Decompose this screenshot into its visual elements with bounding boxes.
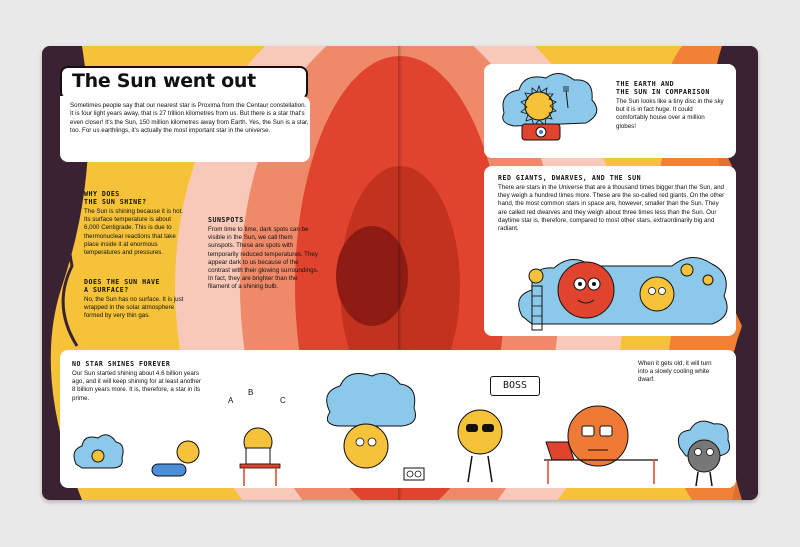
- comparison-heading-line1: THE EARTH AND: [616, 80, 675, 88]
- red-giant-and-dwarves-illustration: [512, 246, 732, 332]
- letter-a: A: [228, 396, 234, 405]
- page-title: The Sun went out: [72, 70, 256, 92]
- why-text: The Sun is shining because it is hot. Its surface temperature is about 6,000 Centigrade. This is due to thermonuclear reactions that take place inside it at enormous temperatures and pressures.: [84, 208, 184, 257]
- letter-b: B: [248, 388, 254, 397]
- comparison-heading-line2: THE SUN IN COMPARISON: [616, 88, 710, 96]
- sunspots-heading: SUNSPOTS: [208, 216, 244, 224]
- surface-heading: [84, 278, 160, 294]
- red-giants-text: There are stars in the Universe that are a thousand times bigger than the Sun, and they weigh a hundred times more. These are the so-called red giants. On the other hand, the most common stars in space are, however, smaller than the Sun. They are called red dwarves and they weigh about three times less than the Sun. Our daytime star is, therefore, compared to most other stars, extraordinarily big and radiant.: [498, 184, 725, 233]
- why-heading-line1: WHY DOES: [84, 190, 120, 198]
- intro-text: Sometimes people say that our nearest star is Proxima from the Centaur constellation. It is four light years away, that is 27 trillion kilometres from us. But there is a star that's even closer! It's the Sun, 150 million kilometres away from Earth. Yes, the Sun is a star, too. For us earthlings, it's actually the most important star in the universe.: [70, 102, 309, 134]
- letter-c: C: [280, 396, 286, 405]
- earth-and-sun-illustration: [494, 68, 604, 148]
- why-heading: [84, 190, 147, 206]
- red-giants-heading: RED GIANTS, DWARVES, AND THE SUN: [498, 174, 642, 182]
- bottom-heading: NO STAR SHINES FOREVER: [72, 360, 171, 368]
- book-spread: [42, 46, 758, 500]
- comparison-text: The Sun looks like a tiny disc in the sky but it is in fact huge. It could comfortably house over a million globes!: [616, 98, 724, 130]
- why-heading-line2: THE SUN SHINE?: [84, 198, 147, 206]
- surface-text: No, the Sun has no surface. It is just wrapped in the solar atmosphere formed by very thin gas.: [84, 296, 184, 320]
- surface-heading-line1: DOES THE SUN HAVE: [84, 278, 160, 286]
- sun-life-cycle-illustration: [68, 364, 734, 486]
- boss-sign: BOSS: [490, 376, 540, 396]
- bottom-text: Our Sun started shining about 4.6 billion years ago, and it will keep shining for at least another 8 billion years more. It is, therefore, a star in its prime.: [72, 370, 201, 402]
- sunspots-text: From time to time, dark spots can be visible in the Sun, we call them sunspots. These are spots with temporarily reduced temperatures. They appear dark to us because of the contrast with their glowing surroundings. In fact, they are brighter than the filament of a shining bulb.: [208, 226, 319, 291]
- old-sun-text: When it gets old, it will turn into a slowly cooling white dwarf.: [638, 360, 712, 384]
- comparison-heading: [616, 80, 710, 96]
- surface-heading-line2: A SURFACE?: [84, 286, 129, 294]
